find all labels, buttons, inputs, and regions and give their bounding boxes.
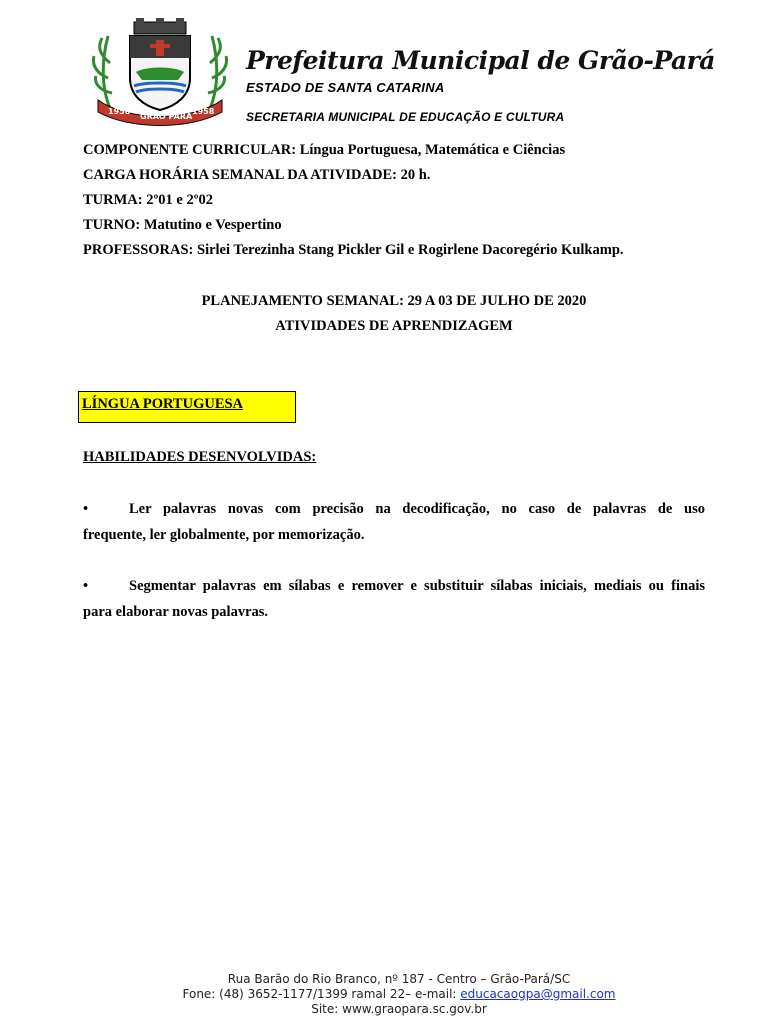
skill-text-line1: Segmentar palavras em sílabas e remover e substituir sílabas iniciais, mediais ou finais <box>129 578 705 594</box>
skill-item <box>83 496 705 548</box>
turno: TURNO: Matutino e Vespertino <box>83 217 282 233</box>
skill-item <box>83 573 705 625</box>
planning-heading <box>0 291 770 341</box>
skills-heading: HABILIDADES DESENVOLVIDAS: <box>83 449 317 465</box>
carga-horaria: CARGA HORÁRIA SEMANAL DA ATIVIDADE: 20 h. <box>83 167 431 183</box>
componente-curricular: COMPONENTE CURRICULAR: Língua Portuguesa, Matemática e Ciências <box>83 142 566 158</box>
turma: TURMA: 2º01 e 2º02 <box>83 192 213 208</box>
footer-contact <box>0 987 770 1002</box>
bullet-icon: • <box>83 501 89 517</box>
subject-highlight-box <box>78 391 296 423</box>
planning-dates: PLANEJAMENTO SEMANAL: 29 A 03 DE JULHO DE 2020 <box>201 293 587 309</box>
skill-text-rest: frequente, ler globalmente, por memorização. <box>83 527 365 543</box>
course-info <box>83 140 624 265</box>
skill-text-rest: para elaborar novas palavras. <box>83 604 269 620</box>
professoras: PROFESSORAS: Sirlei Terezinha Stang Pickler Gil e Rogirlene Dacoregério Kulkamp. <box>83 242 624 258</box>
footer-email-link[interactable]: educacaogpa@gmail.com <box>460 987 616 1001</box>
footer-phone: Fone: (48) 3652-1177/1399 ramal 22– e-mail: <box>182 987 461 1001</box>
document-header <box>90 18 716 128</box>
footer-address: Rua Barão do Rio Branco, nº 187 - Centro – Grão-Pará/SC <box>227 972 571 986</box>
footer-site: Site: www.graopara.sc.gov.br <box>311 1002 487 1016</box>
seal-year-right: 1958 <box>192 107 215 116</box>
prefeitura-title: Prefeitura Municipal de Grão-Pará <box>246 46 716 75</box>
skill-text-line1: Ler palavras novas com precisão na decodificação, no caso de palavras de uso <box>129 501 705 517</box>
planning-subtitle: ATIVIDADES DE APRENDIZAGEM <box>275 318 513 334</box>
secretaria-name: SECRETARIA MUNICIPAL DE EDUCAÇÃO E CULTURA <box>246 110 565 124</box>
subject-label: LÍNGUA PORTUGUESA <box>82 396 244 412</box>
seal-year-left: 1958 <box>108 107 131 116</box>
page-footer <box>0 972 770 1017</box>
bullet-icon: • <box>83 578 89 594</box>
municipal-coat-of-arms <box>90 18 230 126</box>
seal-name: GRÃO PARÁ <box>140 112 193 121</box>
state-name: ESTADO DE SANTA CATARINA <box>246 80 445 95</box>
